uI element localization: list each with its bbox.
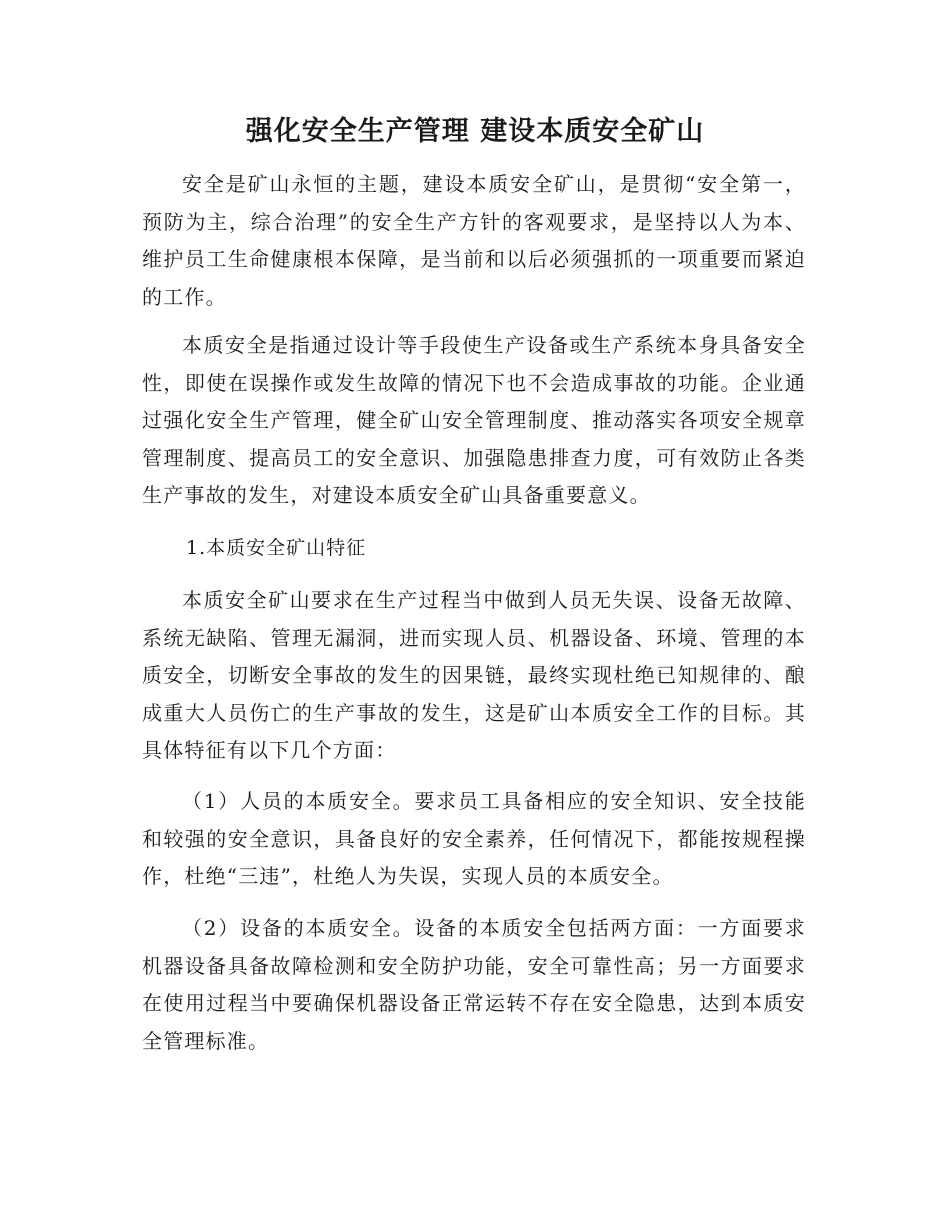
- paragraph-intro: 安全是矿山永恒的主题，建设本质安全矿山，是贯彻“安全第一，预防为主，综合治理”的安全生产方针的客观要求，是坚持以人为本、维护员工生命健康根本保障，是当前和以后必须强抓的一项重要而紧迫的工作。: [142, 172, 806, 309]
- section-heading: 1.本质安全矿山特征: [186, 537, 367, 559]
- paragraph-personnel-safety: （1）人员的本质安全。要求员工具备相应的安全知识、安全技能和较强的安全意识，具备良好的安全素养，任何情况下，都能按规程操作，杜绝“三违”，杜绝人为失误，实现人员的本质安全。: [142, 789, 806, 888]
- document-title: 强化安全生产管理 建设本质安全矿山: [245, 116, 705, 147]
- paragraph-equipment-safety: （2）设备的本质安全。设备的本质安全包括两方面：一方面要求机器设备具备故障检测和安全防护功能，安全可靠性高；另一方面要求在使用过程当中要确保机器设备正常运转不存在安全隐患，达到本质安全管理标准。: [142, 916, 806, 1053]
- paragraph-characteristics: 本质安全矿山要求在生产过程当中做到人员无失误、设备无故障、系统无缺陷、管理无漏洞，进而实现人员、机器设备、环境、管理的本质安全，切断安全事故的发生的因果链，最终实现杜绝已知规律的、酿成重大人员伤亡的生产事故的发生，这是矿山本质安全工作的目标。其具体特征有以下几个方面：: [142, 588, 806, 762]
- paragraph-definition: 本质安全是指通过设计等手段使生产设备或生产系统本身具备安全性，即使在误操作或发生故障的情况下也不会造成事故的功能。企业通过强化安全生产管理，健全矿山安全管理制度、推动落实各项安全规章管理制度、提高员工的安全意识、加强隐患排查力度，可有效防止各类生产事故的发生，对建设本质安全矿山具备重要意义。: [142, 333, 806, 507]
